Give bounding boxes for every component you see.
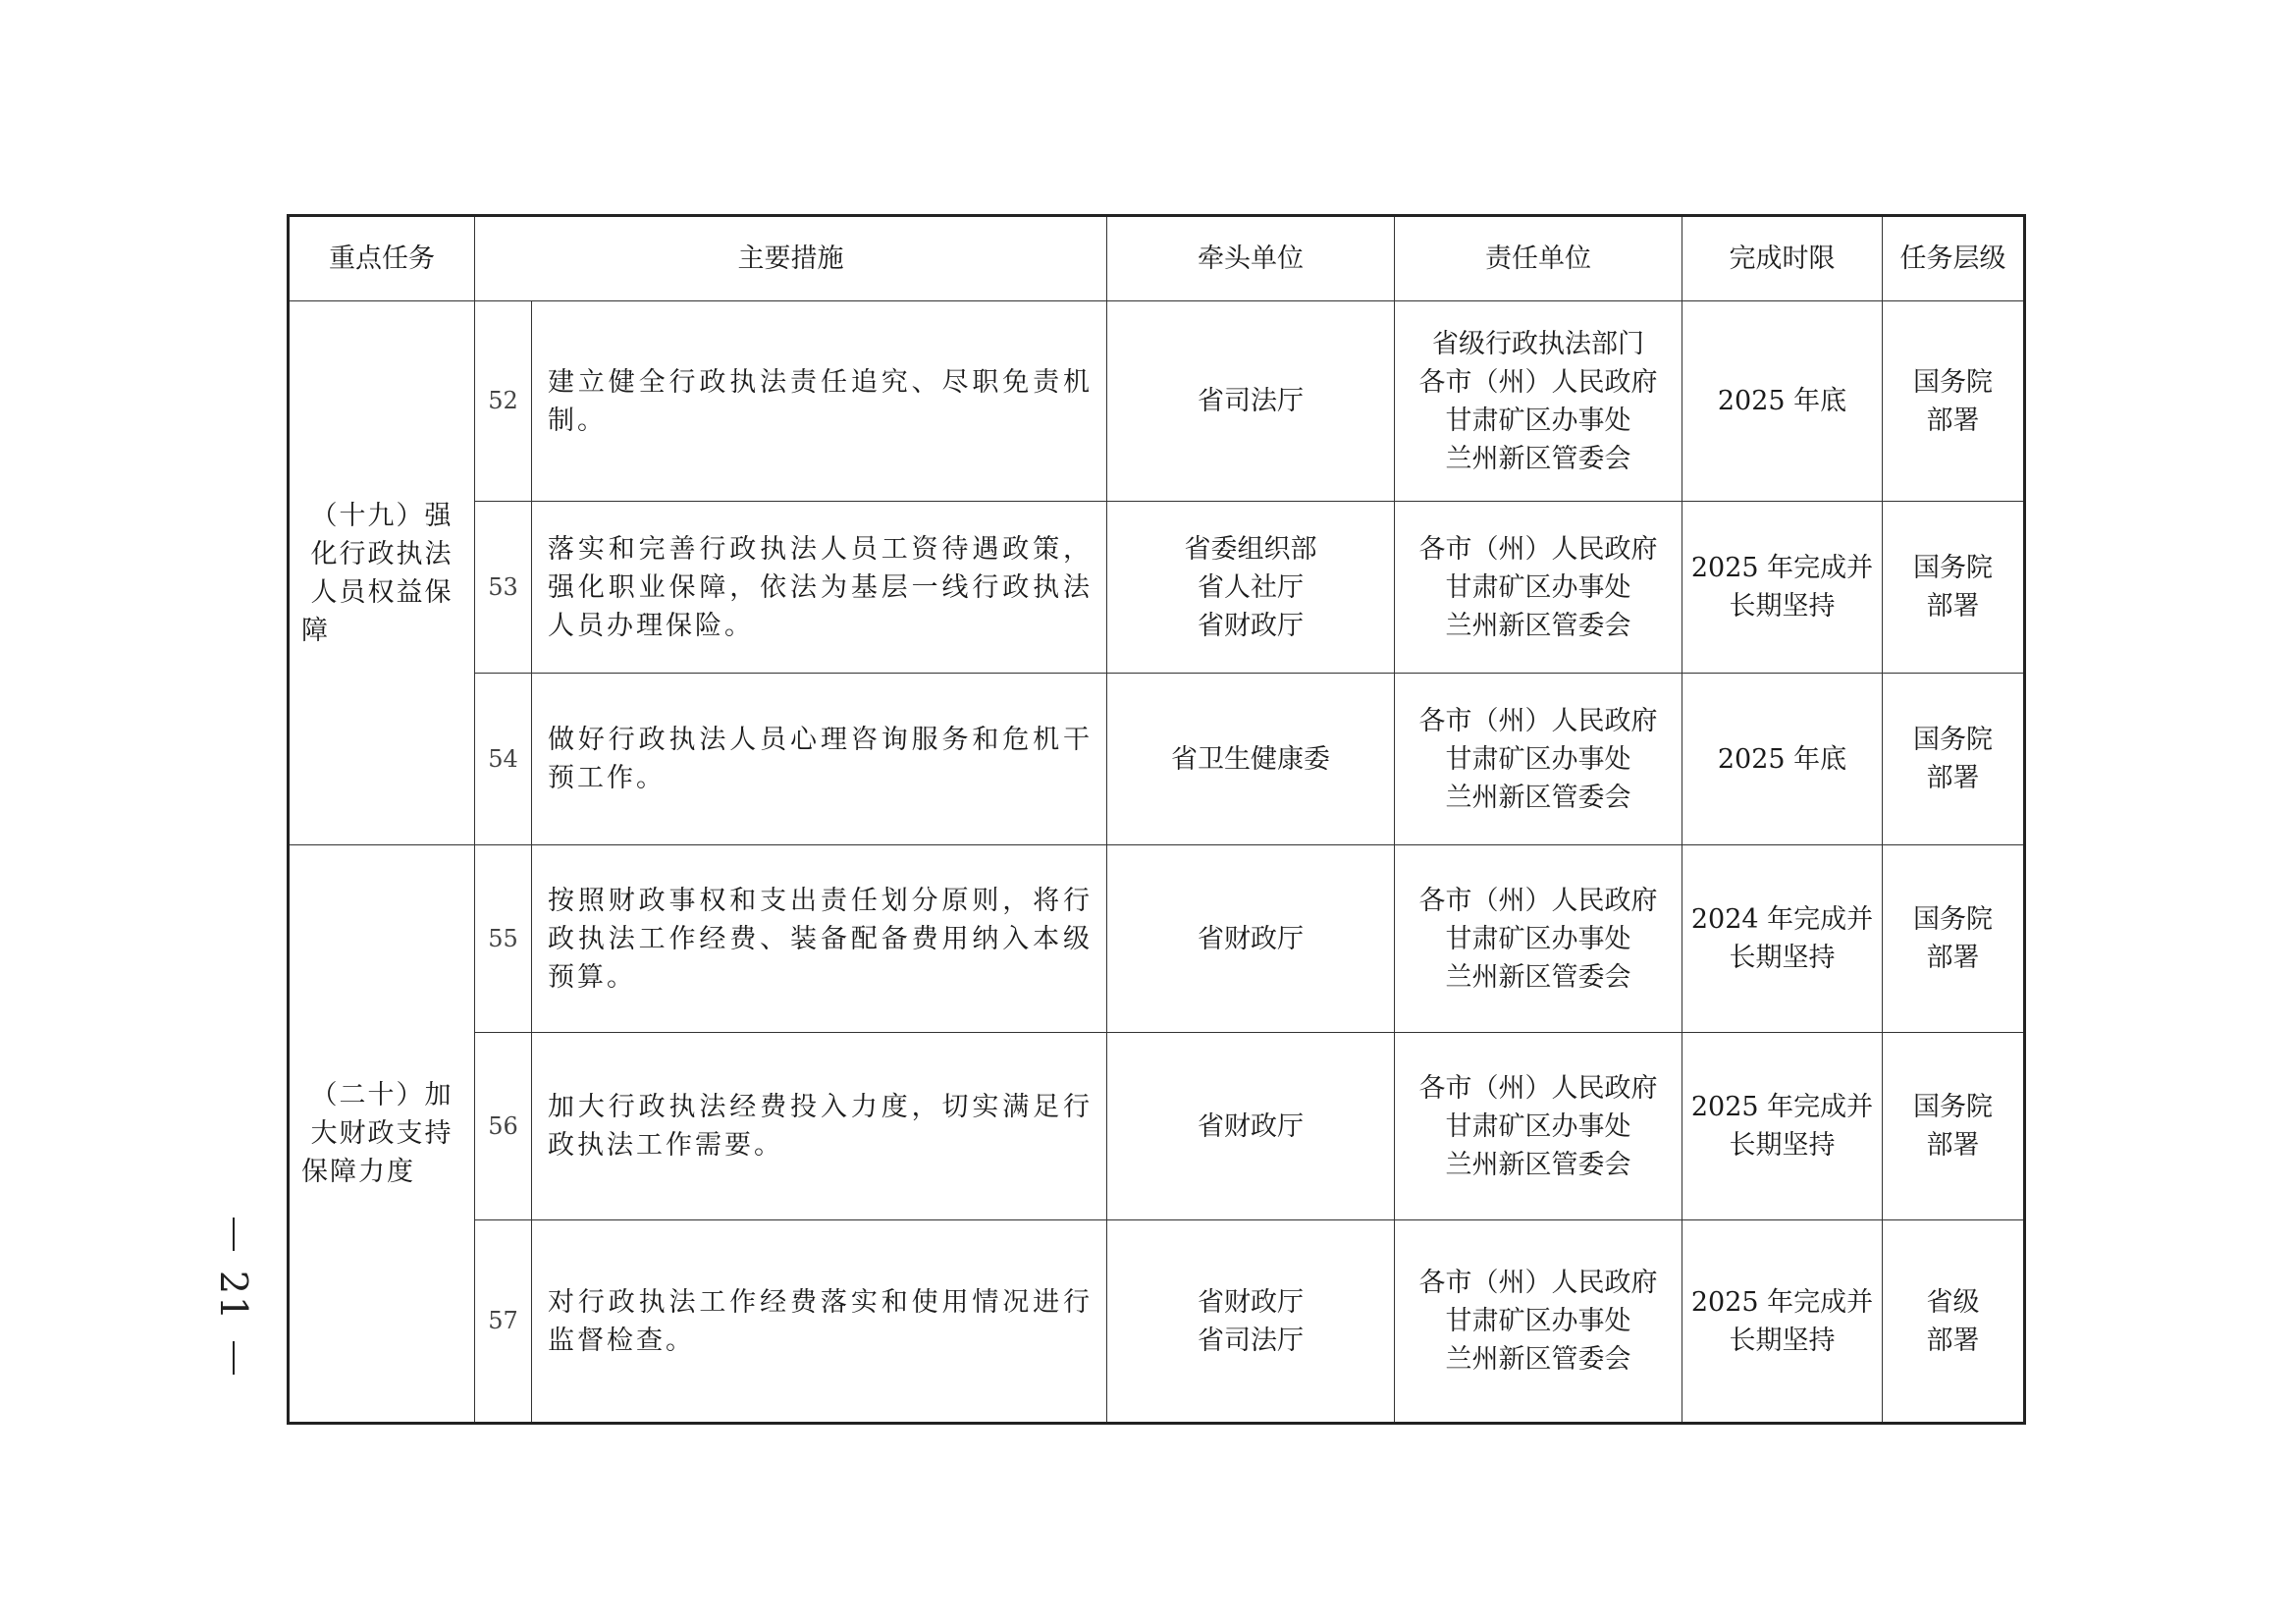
deadline-cell	[1682, 1033, 1883, 1220]
lead-unit: 省卫生健康委	[1171, 743, 1330, 775]
responsible-unit: 各市（州）人民政府	[1418, 1268, 1658, 1298]
lead-unit-cell	[1107, 502, 1395, 674]
task-table	[287, 214, 2026, 1425]
item-number: 53	[475, 502, 532, 674]
deadline-line: 2024 年完成并	[1690, 904, 1874, 935]
deadline-line: 长期坚持	[1729, 943, 1836, 973]
page-number-text: 21	[212, 1270, 256, 1323]
responsible-unit: 甘肃矿区办事处	[1445, 1110, 1631, 1142]
responsible-unit: 各市（州）人民政府	[1418, 705, 1658, 736]
responsible-unit: 甘肃矿区办事处	[1445, 1306, 1631, 1336]
responsible-unit-cell	[1395, 301, 1682, 502]
responsible-unit: 兰州新区管委会	[1445, 782, 1631, 813]
task-level-line: 部署	[1926, 591, 1980, 622]
responsible-unit: 兰州新区管委会	[1445, 610, 1631, 641]
item-number: 52	[475, 301, 532, 502]
measure-cell: 落实和完善行政执法人员工资待遇政策，强化职业保障，依法为基层一线行政执法人员办理保险。	[532, 502, 1107, 674]
lead-unit-cell	[1107, 301, 1395, 502]
item-number: 55	[475, 845, 532, 1033]
table-row	[289, 1220, 2025, 1424]
task-level-cell	[1883, 1033, 2025, 1220]
responsible-unit-cell	[1395, 674, 1682, 845]
responsible-unit: 各市（州）人民政府	[1418, 366, 1658, 398]
table-row	[289, 502, 2025, 674]
measure-cell: 对行政执法工作经费落实和使用情况进行监督检查。	[532, 1220, 1107, 1424]
header-row	[289, 216, 2025, 301]
key-task-cell: （十九）强化行政执法人员权益保障	[289, 301, 475, 845]
deadline-cell	[1682, 1220, 1883, 1424]
task-level-cell	[1883, 301, 2025, 502]
responsible-unit-cell	[1395, 1220, 1682, 1424]
table-row	[289, 301, 2025, 502]
deadline-line: 2025 年底	[1717, 386, 1847, 416]
responsible-unit: 各市（州）人民政府	[1418, 885, 1658, 916]
task-level-line: 国务院	[1913, 553, 1993, 583]
header-responsible-unit: 责任单位	[1395, 216, 1682, 301]
task-level-line: 部署	[1926, 1325, 1980, 1356]
lead-unit: 省委组织部	[1184, 533, 1317, 565]
task-level-cell	[1883, 674, 2025, 845]
deadline-line: 长期坚持	[1729, 1325, 1836, 1356]
responsible-unit: 兰州新区管委会	[1445, 1149, 1631, 1180]
task-level-line: 部署	[1926, 1130, 1980, 1161]
responsible-unit: 甘肃矿区办事处	[1445, 923, 1631, 954]
item-number: 54	[475, 674, 532, 845]
deadline-line: 长期坚持	[1729, 591, 1836, 622]
measure-cell: 做好行政执法人员心理咨询服务和危机干预工作。	[532, 674, 1107, 845]
task-level-line: 省级	[1926, 1286, 1980, 1318]
responsible-unit: 兰州新区管委会	[1445, 961, 1631, 993]
task-level-cell	[1883, 845, 2025, 1033]
lead-unit: 省司法厅	[1198, 1325, 1304, 1356]
responsible-unit: 兰州新区管委会	[1445, 443, 1631, 474]
deadline-cell	[1682, 301, 1883, 502]
lead-unit: 省财政厅	[1198, 1286, 1304, 1318]
lead-unit: 省财政厅	[1198, 1110, 1304, 1142]
responsible-unit-cell	[1395, 1033, 1682, 1220]
header-lead-unit: 牵头单位	[1107, 216, 1395, 301]
measure-cell: 按照财政事权和支出责任划分原则，将行政执法工作经费、装备配备费用纳入本级预算。	[532, 845, 1107, 1033]
responsible-unit: 各市（州）人民政府	[1418, 1072, 1658, 1104]
lead-unit-cell	[1107, 1033, 1395, 1220]
table-row	[289, 674, 2025, 845]
lead-unit: 省财政厅	[1198, 610, 1304, 641]
responsible-unit: 甘肃矿区办事处	[1445, 405, 1631, 436]
responsible-unit-cell	[1395, 502, 1682, 674]
responsible-unit: 甘肃矿区办事处	[1445, 571, 1631, 603]
responsible-unit: 各市（州）人民政府	[1418, 533, 1658, 565]
task-level-line: 国务院	[1913, 904, 1993, 935]
responsible-unit-cell	[1395, 845, 1682, 1033]
header-deadline: 完成时限	[1682, 216, 1883, 301]
task-level-cell	[1883, 502, 2025, 674]
deadline-line: 2025 年完成并	[1690, 1092, 1874, 1122]
table-row	[289, 1033, 2025, 1220]
header-measure: 主要措施	[475, 216, 1107, 301]
lead-unit: 省人社厅	[1198, 571, 1304, 603]
deadline-line: 长期坚持	[1729, 1130, 1836, 1161]
item-number: 56	[475, 1033, 532, 1220]
page-number	[210, 1218, 257, 1375]
task-level-line: 部署	[1926, 405, 1980, 436]
measure-cell: 建立健全行政执法责任追究、尽职免责机制。	[532, 301, 1107, 502]
page-number-dash-top	[233, 1218, 235, 1251]
lead-unit: 省财政厅	[1198, 923, 1304, 954]
task-level-line: 部署	[1926, 763, 1980, 793]
deadline-cell	[1682, 502, 1883, 674]
deadline-cell	[1682, 674, 1883, 845]
task-level-line: 国务院	[1913, 366, 1993, 398]
lead-unit: 省司法厅	[1198, 386, 1304, 416]
item-number: 57	[475, 1220, 532, 1424]
task-level-line: 国务院	[1913, 725, 1993, 755]
responsible-unit: 甘肃矿区办事处	[1445, 743, 1631, 775]
lead-unit-cell	[1107, 845, 1395, 1033]
deadline-line: 2025 年底	[1717, 743, 1847, 775]
responsible-unit: 兰州新区管委会	[1445, 1344, 1631, 1375]
deadline-line: 2025 年完成并	[1690, 553, 1874, 583]
task-level-line: 部署	[1926, 943, 1980, 973]
lead-unit-cell	[1107, 674, 1395, 845]
responsible-unit: 省级行政执法部门	[1432, 328, 1644, 359]
deadline-line: 2025 年完成并	[1690, 1286, 1874, 1318]
table-row	[289, 845, 2025, 1033]
header-task-level: 任务层级	[1883, 216, 2025, 301]
task-level-line: 国务院	[1913, 1092, 1993, 1122]
lead-unit-cell	[1107, 1220, 1395, 1424]
key-task-cell: （二十）加大财政支持保障力度	[289, 845, 475, 1424]
page-number-dash-bottom	[233, 1341, 235, 1375]
deadline-cell	[1682, 845, 1883, 1033]
measure-cell: 加大行政执法经费投入力度，切实满足行政执法工作需要。	[532, 1033, 1107, 1220]
header-task: 重点任务	[289, 216, 475, 301]
task-level-cell	[1883, 1220, 2025, 1424]
